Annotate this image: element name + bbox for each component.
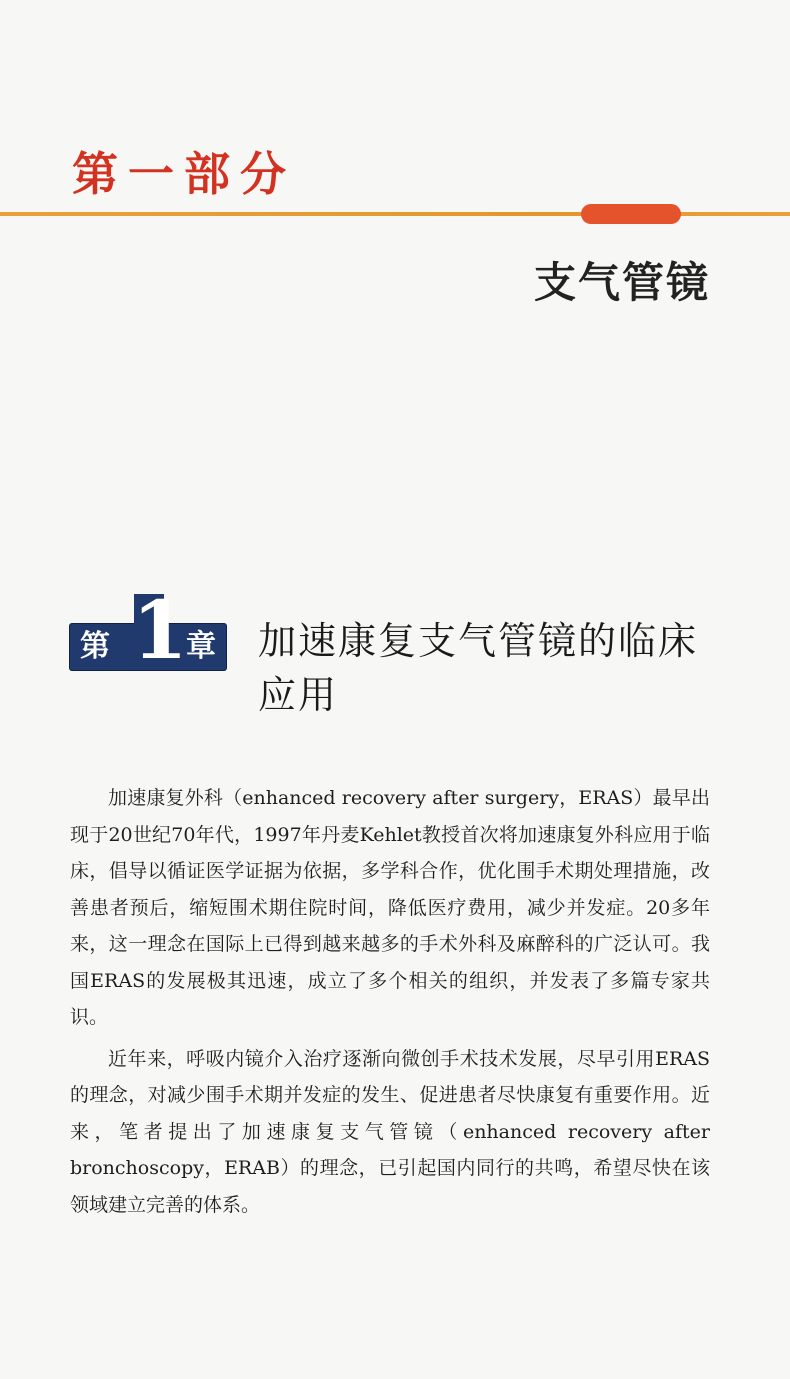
part-title: 第一部分 (72, 147, 296, 201)
body-text (70, 780, 710, 1223)
chapter-badge (70, 583, 226, 677)
chapter-badge-prefix: 第 (80, 629, 110, 664)
chapter-title: 加速康复支气管镜的临床应用 (258, 619, 699, 717)
body-paragraph-2: 近年来，呼吸内镜介入治疗逐渐向微创手术技术发展，尽早引用ERAS的理念，对减少围手术期并发症的发生、促进患者尽快康复有重要作用。近来，笔者提出了加速康复支气管镜（enhanced recovery after bronchoscopy，ERAB）的理念，已引起国内同行的共鸣，希望尽快在该领域建立完善的体系。 (70, 1047, 710, 1216)
chapter-badge-suffix: 章 (186, 629, 216, 664)
header-rule-pill (581, 204, 681, 224)
part-subtitle: 支气管镜 (533, 258, 710, 307)
body-paragraph-1: 加速康复外科（enhanced recovery after surgery，ERAS）最早出现于20世纪70年代，1997年丹麦Kehlet教授首次将加速康复外科应用于临床，倡导以循证医学证据为依据，多学科合作，优化围手术期处理措施，改善患者预后，缩短围术期住院时间，降低医疗费用，减少并发症。20多年来，这一理念在国际上已得到越来越多的手术外科及麻醉科的广泛认可。我国ERAS的发展极其迅速，成立了多个相关的组织，并发表了多篇专家共识。 (70, 787, 710, 1028)
chapter-badge-number: 1 (132, 583, 188, 677)
